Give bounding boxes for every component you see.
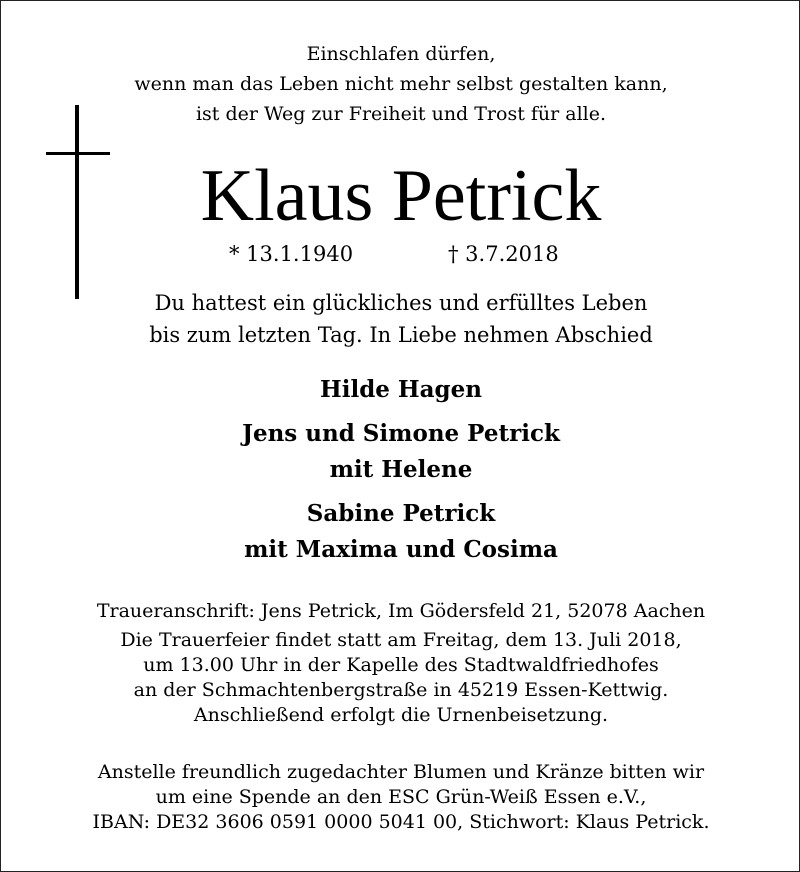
donation-line: IBAN: DE32 3606 0591 0000 5041 00, Stichwort: Klaus Petrick. [92,811,710,833]
mourner-name: Jens und Simone Petrick [242,420,560,447]
mourner-name: mit Helene [329,456,473,483]
verse-line: wenn man das Leben nicht mehr selbst gestalten kann, [134,73,668,95]
mourner-name: mit Maxima und Cosima [244,536,558,563]
mourner-group [1,372,800,408]
mourner-group [1,496,800,568]
mourner-name: Sabine Petrick [306,500,496,527]
deceased-name: Klaus Petrick [200,155,602,237]
verse-line: Einschlafen dürfen, [306,43,496,65]
farewell-line: bis zum letzten Tag. In Liebe nehmen Abschied [149,323,653,347]
ceremony-line: um 13.00 Uhr in der Kapelle des Stadtwaldfriedhofes [143,654,659,676]
verse-line: ist der Weg zur Freiheit und Trost für alle. [195,103,607,125]
mourner-name: Hilde Hagen [320,376,482,403]
mourning-address: Traueranschrift: Jens Petrick, Im Gödersfeld 21, 52078 Aachen [96,600,706,622]
farewell-text [1,287,800,351]
service-info [1,599,800,728]
death-date: † 3.7.2018 [448,242,559,266]
verse [1,39,800,129]
ceremony-line: an der Schmachtenbergstraße in 45219 Essen-Kettwig. [133,679,669,701]
birth-date: * 13.1.1940 [229,242,354,266]
donation-line: um eine Spende an den ESC Grün-Weiß Essen e.V., [155,786,647,808]
mourner-group [1,416,800,488]
ceremony-line: Die Trauerfeier findet statt am Freitag, dem 13. Juli 2018, [120,629,682,651]
donation-request [1,760,800,835]
donation-line: Anstelle freundlich zugedachter Blumen und Kränze bitten wir [97,761,705,783]
farewell-line: Du hattest ein glückliches und erfülltes Leben [154,291,648,315]
mourners [1,372,800,576]
ceremony-line: Anschließend erfolgt die Urnenbeisetzung. [193,704,609,726]
